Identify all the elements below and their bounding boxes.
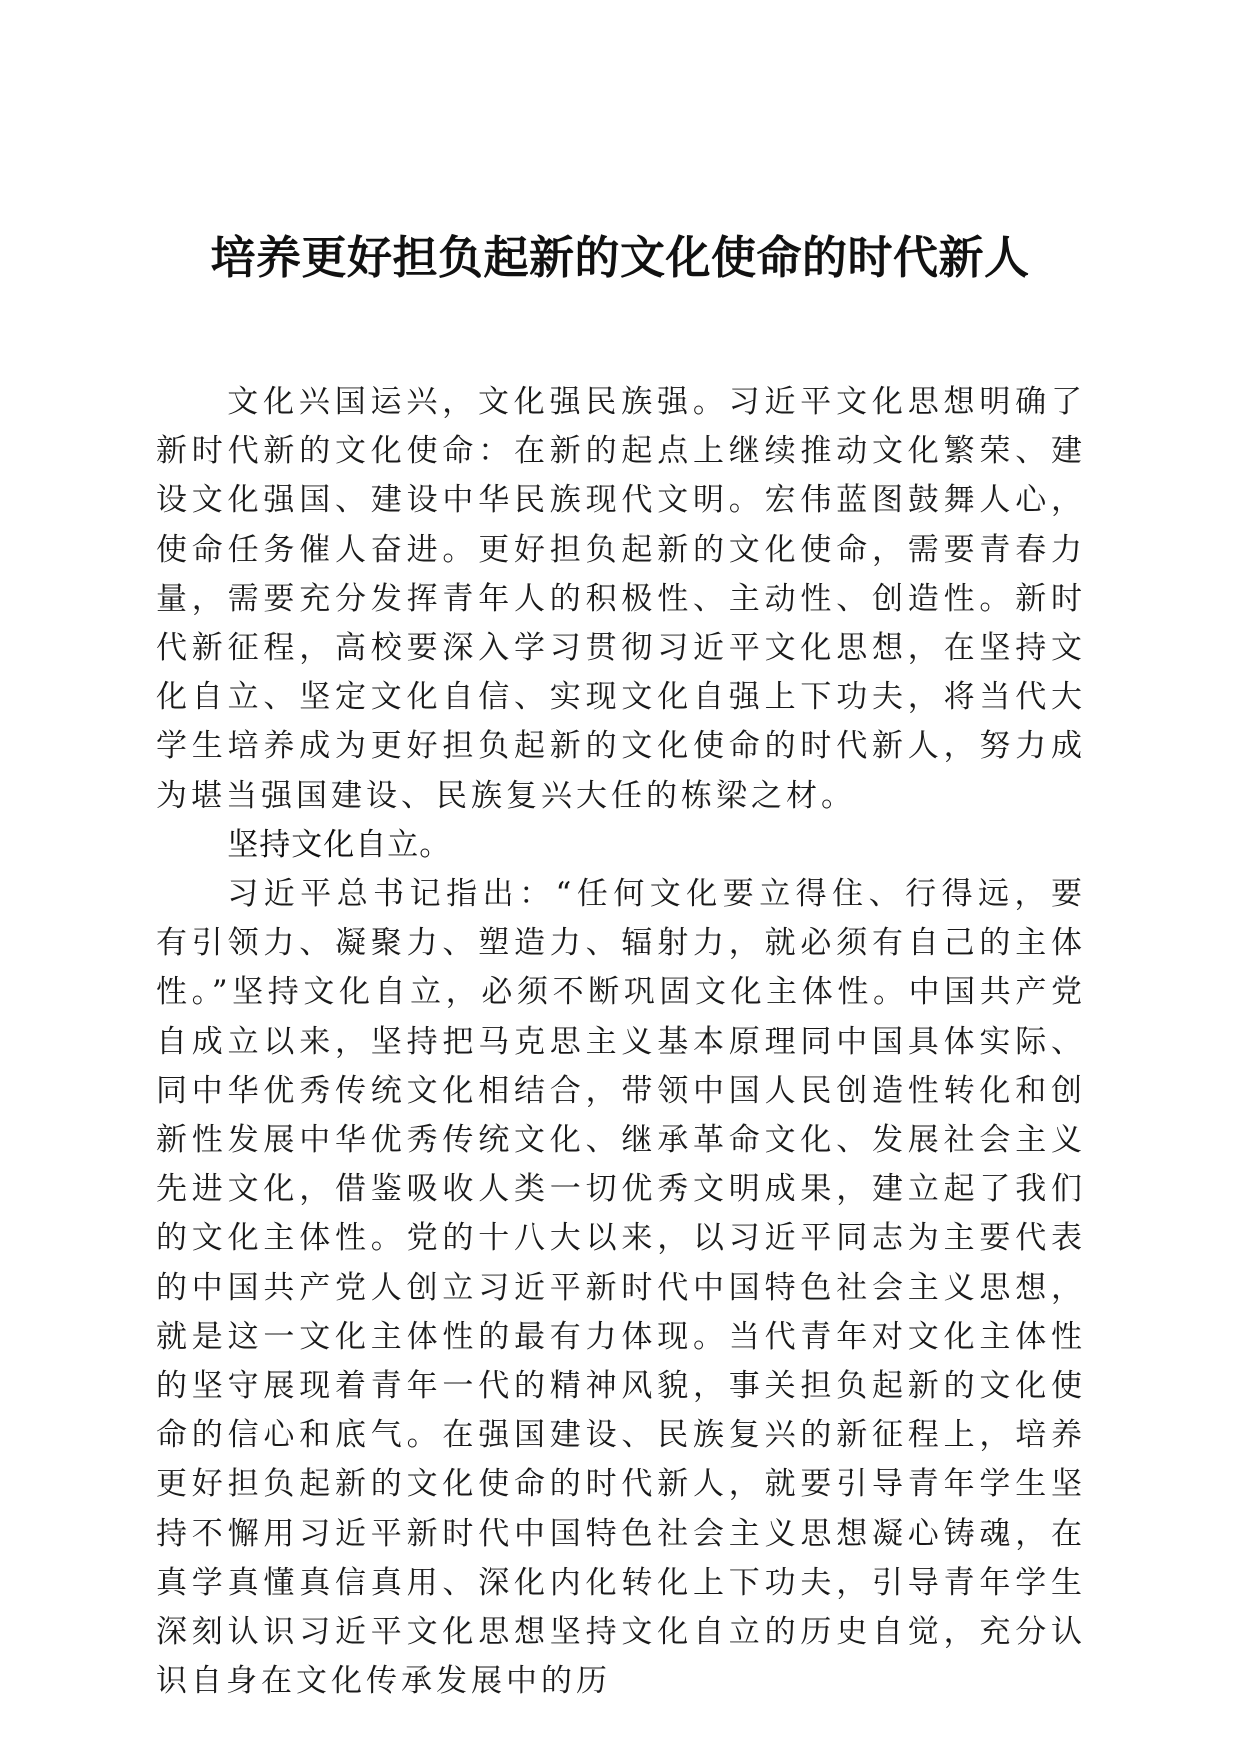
section-heading: 坚持文化自立。 (227, 826, 452, 863)
document-title: 培养更好担负起新的文化使命的时代新人 (210, 231, 1030, 284)
intro-paragraph: 文化兴国运兴，文化强民族强。习近平文化思想明确了新时代新的文化使命：在新的起点上继续推动文化繁荣、建设文化强国、建设中华民族现代文明。宏伟蓝图鼓舞人心，使命任务催人奋进。更好担负起新的文化使命，需要青春力量，需要充分发挥青年人的积极性、主动性、创造性。新时代新征程，高校要深入学习贯彻习近平文化思想，在坚持文化自立、坚定文化自信、实现文化自强上下功夫，将当代大学生培养成为更好担负起新的文化使命的时代新人，努力成为堪当强国建设、民族复兴大任的栋梁之材。 (156, 384, 1086, 814)
section-paragraph: 习近平总书记指出：“任何文化要立得住、行得远，要有引领力、凝聚力、塑造力、辐射力，就必须有自己的主体性。”坚持文化自立，必须不断巩固文化主体性。中国共产党自成立以来，坚持把马克思主义基本原理同中国具体实际、同中华优秀传统文化相结合，带领中国人民创造性转化和创新性发展中华优秀传统文化、继承革命文化、发展社会主义先进文化，借鉴吸收人类一切优秀文明成果，建立起了我们的文化主体性。党的十八大以来，以习近平同志为主要代表的中国共产党人创立习近平新时代中国特色社会主义思想，就是这一文化主体性的最有力体现。当代青年对文化主体性的坚守展现着青年一代的精神风貌，事关担负起新的文化使命的信心和底气。在强国建设、民族复兴的新征程上，培养更好担负起新的文化使命的时代新人，就要引导青年学生坚持不懈用习近平新时代中国特色社会主义思想凝心铸魂，在真学真懂真信真用、深化内化转化上下功夫，引导青年学生深刻认识习近平文化思想坚持文化自立的历史自觉，充分认识自身在文化传承发展中的历 (156, 876, 1086, 1700)
document-body (156, 378, 1086, 1706)
